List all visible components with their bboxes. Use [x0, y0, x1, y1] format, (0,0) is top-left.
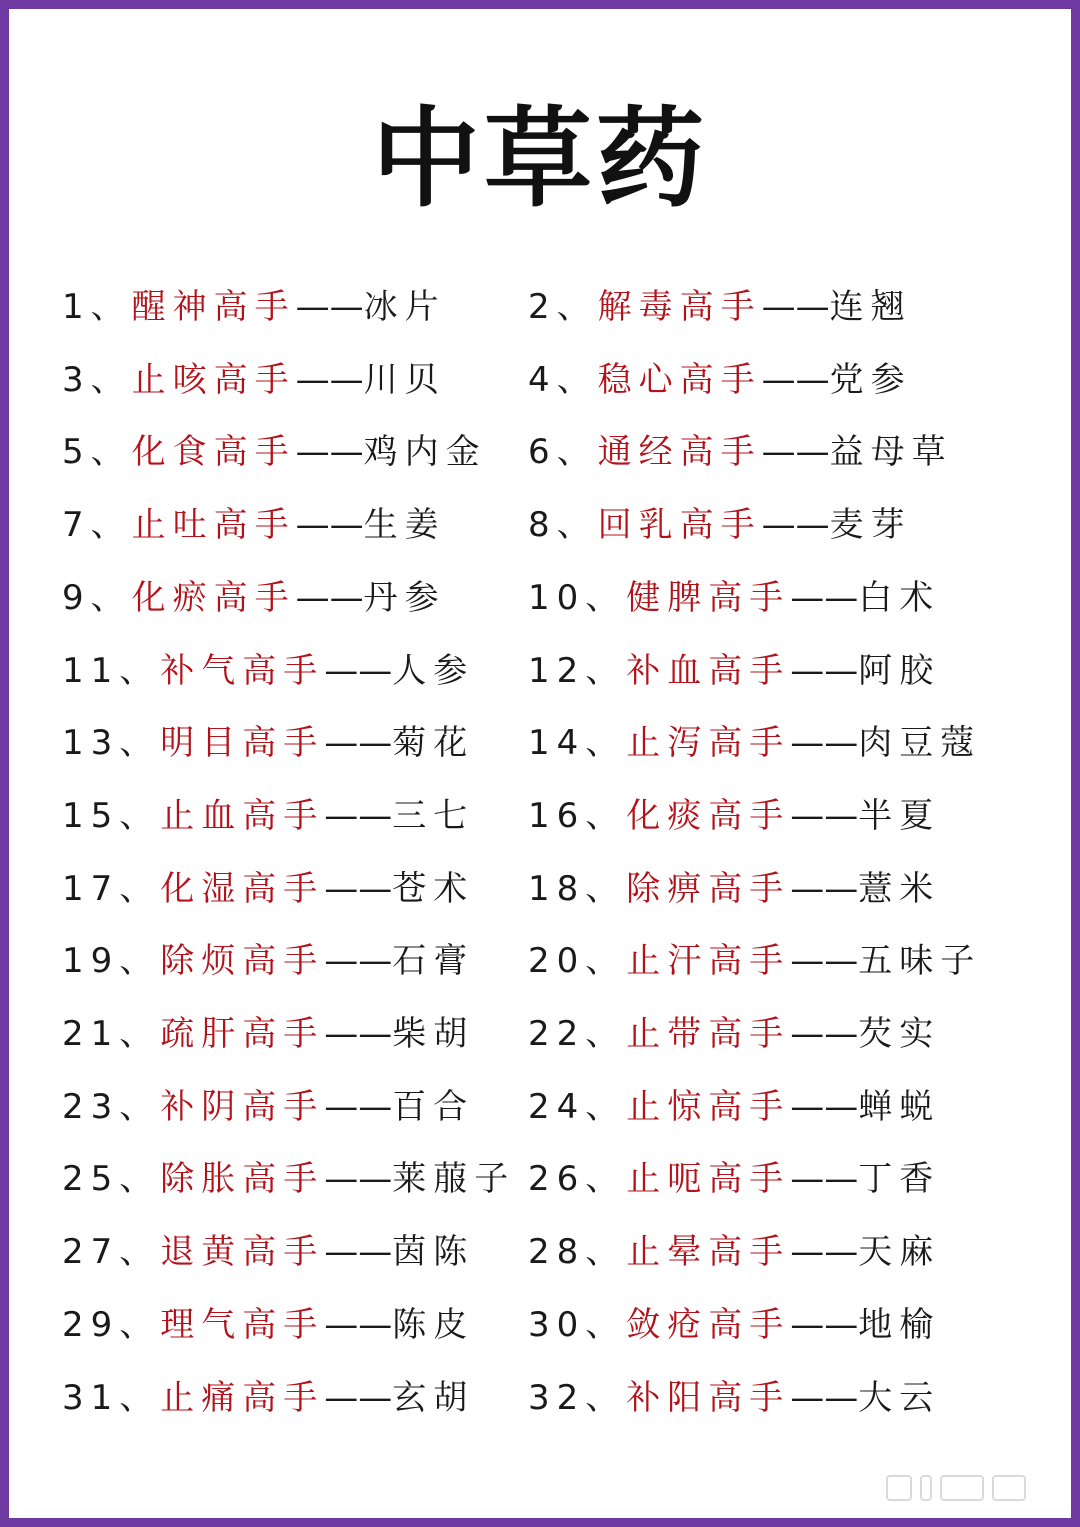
dash-separator: ——	[324, 651, 393, 691]
dash-separator: ——	[295, 432, 364, 472]
herb-name: 白术	[858, 578, 941, 618]
item-number: 19、	[62, 941, 161, 981]
effect-label: 解毒高手	[597, 287, 762, 327]
dash-separator: ——	[295, 360, 364, 400]
herb-name: 半夏	[858, 796, 941, 836]
item-number: 9、	[62, 578, 132, 618]
list-item	[62, 1082, 474, 1132]
effect-label: 止咳高手	[131, 360, 296, 400]
effect-label: 醒神高手	[131, 287, 296, 327]
list-item	[528, 1300, 940, 1350]
list-item	[62, 936, 474, 986]
dash-separator: ——	[324, 869, 393, 909]
herb-name: 麦芽	[829, 505, 912, 545]
dash-separator: ——	[324, 1232, 393, 1272]
herb-name: 莱菔子	[392, 1159, 516, 1199]
effect-label: 止带高手	[626, 1014, 791, 1054]
list-item	[528, 1373, 940, 1423]
dash-separator: ——	[761, 432, 830, 472]
item-number: 17、	[62, 869, 161, 909]
dash-separator: ——	[790, 796, 859, 836]
herb-name: 冰片	[363, 287, 446, 327]
dash-separator: ——	[761, 360, 830, 400]
effect-label: 止呃高手	[626, 1159, 791, 1199]
item-number: 6、	[528, 432, 598, 472]
watermark-icons	[886, 1475, 1056, 1501]
dash-separator: ——	[324, 941, 393, 981]
list-item	[528, 282, 912, 332]
list-item	[62, 1009, 474, 1059]
item-number: 24、	[528, 1087, 627, 1127]
dash-separator: ——	[790, 869, 859, 909]
list-item	[62, 1227, 474, 1277]
effect-label: 回乳高手	[597, 505, 762, 545]
list-item	[62, 355, 446, 405]
list-item	[62, 1154, 515, 1204]
item-number: 10、	[528, 578, 627, 618]
herb-name: 人参	[392, 651, 475, 691]
dash-separator: ——	[324, 1087, 393, 1127]
herb-name: 阿胶	[858, 651, 941, 691]
list-item	[62, 1373, 474, 1423]
list-item	[528, 500, 912, 550]
effect-label: 止晕高手	[626, 1232, 791, 1272]
item-number: 32、	[528, 1378, 627, 1418]
item-number: 16、	[528, 796, 627, 836]
herb-name: 益母草	[829, 432, 953, 472]
dash-separator: ——	[324, 1159, 393, 1199]
dash-separator: ——	[761, 505, 830, 545]
list-item	[62, 573, 446, 623]
herb-name: 百合	[392, 1087, 475, 1127]
item-number: 26、	[528, 1159, 627, 1199]
list-item	[528, 718, 981, 768]
dash-separator: ——	[324, 796, 393, 836]
herb-name: 薏米	[858, 869, 941, 909]
herb-name: 党参	[829, 360, 912, 400]
herb-name: 陈皮	[392, 1305, 475, 1345]
herb-name: 丁香	[858, 1159, 941, 1199]
dash-separator: ——	[790, 1305, 859, 1345]
herb-name: 三七	[392, 796, 475, 836]
effect-label: 化湿高手	[160, 869, 325, 909]
effect-label: 止汗高手	[626, 941, 791, 981]
item-number: 25、	[62, 1159, 161, 1199]
dash-separator: ——	[761, 287, 830, 327]
effect-label: 除烦高手	[160, 941, 325, 981]
item-number: 14、	[528, 723, 627, 763]
item-number: 1、	[62, 287, 132, 327]
effect-label: 敛疮高手	[626, 1305, 791, 1345]
list-item	[62, 646, 474, 696]
list-item	[528, 864, 940, 914]
effect-label: 除胀高手	[160, 1159, 325, 1199]
item-number: 31、	[62, 1378, 161, 1418]
effect-label: 止吐高手	[131, 505, 296, 545]
herb-name: 柴胡	[392, 1014, 475, 1054]
dash-separator: ——	[790, 1378, 859, 1418]
effect-label: 明目高手	[160, 723, 325, 763]
dash-separator: ——	[295, 578, 364, 618]
item-number: 20、	[528, 941, 627, 981]
effect-label: 理气高手	[160, 1305, 325, 1345]
item-number: 3、	[62, 360, 132, 400]
herb-name: 丹参	[363, 578, 446, 618]
list-item	[62, 791, 474, 841]
item-number: 4、	[528, 360, 598, 400]
effect-label: 除痹高手	[626, 869, 791, 909]
herb-name: 菊花	[392, 723, 475, 763]
list-item	[62, 427, 487, 477]
item-number: 12、	[528, 651, 627, 691]
dash-separator: ——	[790, 578, 859, 618]
list-item	[62, 500, 446, 550]
effect-label: 止惊高手	[626, 1087, 791, 1127]
effect-label: 补血高手	[626, 651, 791, 691]
herb-name: 鸡内金	[363, 432, 487, 472]
effect-label: 稳心高手	[597, 360, 762, 400]
list-item	[528, 936, 981, 986]
effect-label: 疏肝高手	[160, 1014, 325, 1054]
dash-separator: ——	[324, 1378, 393, 1418]
dash-separator: ——	[295, 505, 364, 545]
dash-separator: ——	[790, 651, 859, 691]
effect-label: 退黄高手	[160, 1232, 325, 1272]
effect-label: 化瘀高手	[131, 578, 296, 618]
item-number: 21、	[62, 1014, 161, 1054]
page-title: 中草药	[371, 97, 708, 222]
effect-label: 止血高手	[160, 796, 325, 836]
dash-separator: ——	[324, 723, 393, 763]
list-item	[528, 573, 940, 623]
effect-label: 化痰高手	[626, 796, 791, 836]
herb-name: 肉豆蔻	[858, 723, 982, 763]
item-number: 8、	[528, 505, 598, 545]
herb-name: 大云	[858, 1378, 941, 1418]
item-number: 30、	[528, 1305, 627, 1345]
herb-name: 川贝	[363, 360, 446, 400]
dash-separator: ——	[790, 723, 859, 763]
effect-label: 止泻高手	[626, 723, 791, 763]
list-item	[528, 1154, 940, 1204]
effect-label: 补气高手	[160, 651, 325, 691]
item-number: 22、	[528, 1014, 627, 1054]
herb-name: 天麻	[858, 1232, 941, 1272]
herb-name: 五味子	[858, 941, 982, 981]
dash-separator: ——	[324, 1305, 393, 1345]
item-number: 5、	[62, 432, 132, 472]
list-item	[528, 791, 940, 841]
list-item	[528, 1082, 940, 1132]
item-number: 13、	[62, 723, 161, 763]
effect-label: 健脾高手	[626, 578, 791, 618]
item-number: 23、	[62, 1087, 161, 1127]
dash-separator: ——	[790, 1087, 859, 1127]
item-number: 15、	[62, 796, 161, 836]
dash-separator: ——	[790, 1159, 859, 1199]
list-item	[528, 1009, 940, 1059]
herb-name: 生姜	[363, 505, 446, 545]
dash-separator: ——	[790, 1232, 859, 1272]
herb-name: 芡实	[858, 1014, 941, 1054]
item-number: 27、	[62, 1232, 161, 1272]
dash-separator: ——	[295, 287, 364, 327]
dash-separator: ——	[790, 941, 859, 981]
item-number: 29、	[62, 1305, 161, 1345]
herb-name: 蝉蜕	[858, 1087, 941, 1127]
item-number: 2、	[528, 287, 598, 327]
list-item	[62, 1300, 474, 1350]
effect-label: 化食高手	[131, 432, 296, 472]
effect-label: 通经高手	[597, 432, 762, 472]
list-item	[528, 355, 912, 405]
herb-name: 连翘	[829, 287, 912, 327]
list-item	[62, 282, 446, 332]
list-item	[528, 646, 940, 696]
herb-name: 苍术	[392, 869, 475, 909]
item-number: 7、	[62, 505, 132, 545]
list-item	[62, 864, 474, 914]
herb-name: 茵陈	[392, 1232, 475, 1272]
list-item	[528, 427, 953, 477]
dash-separator: ——	[790, 1014, 859, 1054]
dash-separator: ——	[324, 1014, 393, 1054]
herb-name: 玄胡	[392, 1378, 475, 1418]
list-item	[62, 718, 474, 768]
item-number: 18、	[528, 869, 627, 909]
effect-label: 止痛高手	[160, 1378, 325, 1418]
herb-name: 石膏	[392, 941, 475, 981]
item-number: 28、	[528, 1232, 627, 1272]
list-item	[528, 1227, 940, 1277]
item-number: 11、	[62, 651, 161, 691]
effect-label: 补阳高手	[626, 1378, 791, 1418]
effect-label: 补阴高手	[160, 1087, 325, 1127]
herb-name: 地榆	[858, 1305, 941, 1345]
